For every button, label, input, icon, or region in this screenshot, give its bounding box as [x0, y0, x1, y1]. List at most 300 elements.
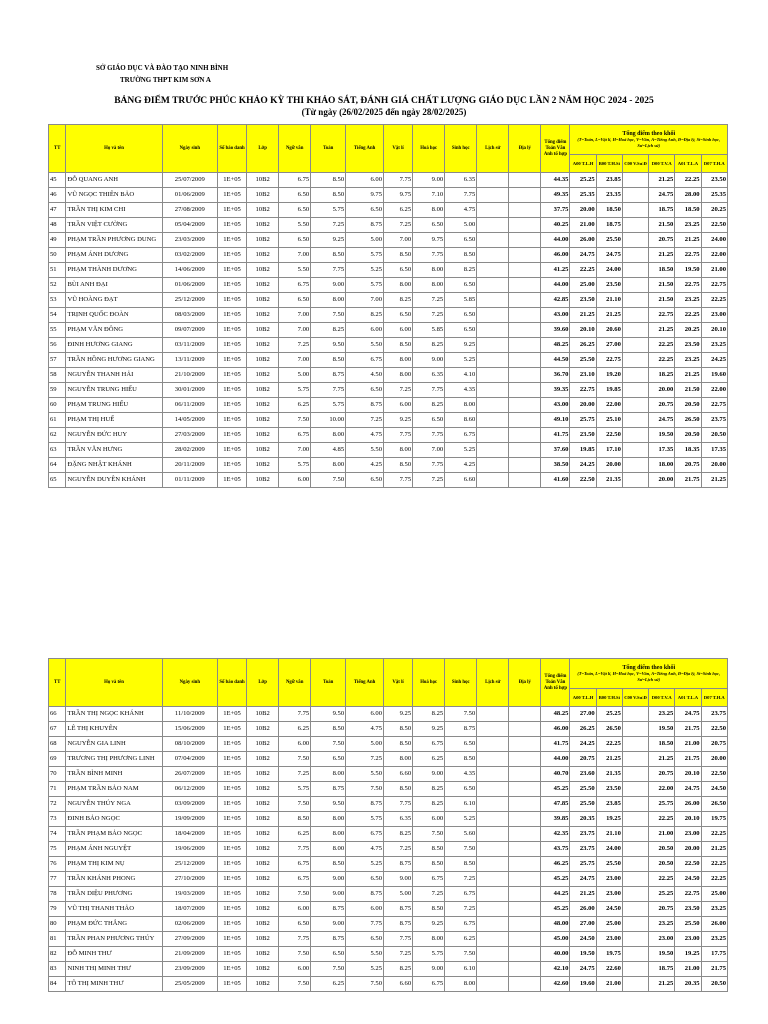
cell: 70 [49, 767, 66, 782]
cell: 76 [49, 857, 66, 872]
cell [509, 368, 541, 383]
cell: 6.75 [279, 872, 311, 887]
cell: 9.25 [445, 338, 477, 353]
cell: 22.25 [649, 872, 675, 887]
cell: 5.75 [413, 947, 445, 962]
cell: 21.50 [649, 278, 675, 293]
cell: 20.00 [675, 842, 701, 857]
cell [622, 218, 648, 233]
cell: VŨ HOÀNG ĐẠT [66, 293, 162, 308]
cell: 9.50 [311, 707, 346, 722]
cell: 28/02/2009 [162, 443, 217, 458]
header-block-1: B00 T.H.Si [596, 155, 622, 173]
cell: 19.50 [675, 263, 701, 278]
cell: 27.00 [596, 338, 622, 353]
cell: 7.75 [384, 473, 413, 488]
cell: 18.75 [596, 218, 622, 233]
cell: 1E+05 [217, 827, 246, 842]
cell: 5.85 [413, 323, 445, 338]
table-row [49, 932, 728, 947]
cell [509, 188, 541, 203]
cell: 39.35 [541, 383, 570, 398]
cell [509, 443, 541, 458]
table-row [49, 368, 728, 383]
cell: 25/12/2009 [162, 293, 217, 308]
cell: 8.00 [413, 278, 445, 293]
cell: 14/06/2009 [162, 263, 217, 278]
cell [622, 383, 648, 398]
cell: 23.00 [675, 827, 701, 842]
cell: 45.00 [541, 932, 570, 947]
cell: 21.35 [596, 473, 622, 488]
cell: 21.25 [675, 368, 701, 383]
cell [477, 473, 509, 488]
cell: 8.50 [279, 812, 311, 827]
header-block-0: A00 T.L.H [570, 155, 596, 173]
cell: 1E+05 [217, 263, 246, 278]
cell: 24.50 [701, 782, 727, 797]
cell: 44.35 [541, 173, 570, 188]
cell: 22.25 [701, 857, 727, 872]
cell: 9.25 [384, 413, 413, 428]
cell: 5.50 [346, 338, 384, 353]
cell: 10B2 [247, 173, 279, 188]
cell: 57 [49, 353, 66, 368]
cell: 8.25 [384, 962, 413, 977]
cell: 10B2 [247, 872, 279, 887]
table-row [49, 203, 728, 218]
cell: 23.50 [596, 278, 622, 293]
cell: 8.00 [311, 812, 346, 827]
cell: 6.75 [445, 917, 477, 932]
cell [622, 707, 648, 722]
header-sinh-hoc: Sinh học [445, 125, 477, 173]
cell: 23.50 [596, 782, 622, 797]
cell: 23.25 [649, 917, 675, 932]
cell: 22.25 [649, 812, 675, 827]
cell [477, 398, 509, 413]
cell: 6.60 [384, 767, 413, 782]
cell [509, 872, 541, 887]
cell [477, 323, 509, 338]
cell: 6.75 [346, 353, 384, 368]
cell: 6.50 [384, 308, 413, 323]
cell: 7.50 [311, 473, 346, 488]
cell [509, 458, 541, 473]
cell [622, 323, 648, 338]
cell: 6.35 [384, 812, 413, 827]
cell [477, 707, 509, 722]
cell: 10B2 [247, 398, 279, 413]
cell: 24.75 [675, 707, 701, 722]
cell: 1E+05 [217, 233, 246, 248]
cell: NGUYỄN THÚY NGA [66, 797, 162, 812]
cell: 20.50 [649, 857, 675, 872]
cell [509, 323, 541, 338]
cell [622, 752, 648, 767]
cell: 8.00 [311, 428, 346, 443]
cell: 9.00 [311, 917, 346, 932]
cell [509, 842, 541, 857]
cell: TRẦN VĂN HƯNG [66, 443, 162, 458]
cell: 8.50 [413, 902, 445, 917]
cell [509, 827, 541, 842]
cell [622, 203, 648, 218]
cell: 1E+05 [217, 248, 246, 263]
cell: 6.35 [413, 368, 445, 383]
cell: 7.50 [413, 827, 445, 842]
cell: PHẠM VĂN ĐÔNG [66, 323, 162, 338]
cell: 22.75 [675, 248, 701, 263]
cell [509, 917, 541, 932]
cell [509, 248, 541, 263]
cell: 4.85 [311, 443, 346, 458]
cell [477, 977, 509, 992]
grade-table-2 [48, 658, 728, 992]
cell: 11/10/2009 [162, 707, 217, 722]
cell: 6.75 [279, 428, 311, 443]
cell: 24.75 [570, 872, 596, 887]
cell: 8.75 [346, 398, 384, 413]
cell: 25.25 [570, 173, 596, 188]
cell [509, 293, 541, 308]
cell: 18.75 [649, 962, 675, 977]
cell: 23.25 [675, 293, 701, 308]
table-row [49, 278, 728, 293]
cell: 10B2 [247, 338, 279, 353]
cell: 9.00 [413, 173, 445, 188]
table-row [49, 398, 728, 413]
cell: 49 [49, 233, 66, 248]
cell: 8.50 [445, 248, 477, 263]
cell [477, 722, 509, 737]
cell: 20.75 [701, 737, 727, 752]
cell: 28.00 [675, 188, 701, 203]
cell [622, 782, 648, 797]
cell [477, 188, 509, 203]
cell: 1E+05 [217, 293, 246, 308]
cell: 24.50 [596, 902, 622, 917]
cell: 52 [49, 278, 66, 293]
cell: 1E+05 [217, 323, 246, 338]
cell: 23.25 [675, 218, 701, 233]
cell: 20.35 [570, 812, 596, 827]
cell: 20.75 [675, 458, 701, 473]
cell [477, 887, 509, 902]
cell: 8.00 [311, 458, 346, 473]
cell [477, 842, 509, 857]
cell: 5.50 [346, 443, 384, 458]
cell [477, 353, 509, 368]
cell: 7.50 [445, 947, 477, 962]
cell: 21.35 [596, 767, 622, 782]
cell: 5.00 [384, 887, 413, 902]
cell: 24.75 [570, 248, 596, 263]
table-row [49, 707, 728, 722]
cell: 23.25 [701, 338, 727, 353]
cell: 19.50 [649, 722, 675, 737]
cell: 9.25 [413, 722, 445, 737]
table-row [49, 428, 728, 443]
cell: 1E+05 [217, 707, 246, 722]
cell: 7.50 [279, 887, 311, 902]
cell: 51 [49, 263, 66, 278]
cell: 80 [49, 917, 66, 932]
cell: 7.75 [346, 917, 384, 932]
cell: 10B2 [247, 857, 279, 872]
cell: 10B2 [247, 293, 279, 308]
cell: 23.00 [596, 932, 622, 947]
cell: 8.50 [413, 842, 445, 857]
cell: 23.85 [596, 797, 622, 812]
cell: 6.75 [413, 977, 445, 992]
cell [622, 917, 648, 932]
cell: 6.00 [279, 737, 311, 752]
table-row [49, 218, 728, 233]
cell [477, 293, 509, 308]
cell: 7.25 [384, 383, 413, 398]
cell: 24.25 [701, 353, 727, 368]
cell: 21.25 [701, 473, 727, 488]
cell: 21.75 [675, 722, 701, 737]
table-row [49, 443, 728, 458]
cell: 23/09/2009 [162, 962, 217, 977]
cell: 1E+05 [217, 338, 246, 353]
header-tieng-anh: Tiếng Anh [346, 659, 384, 707]
cell [509, 887, 541, 902]
cell: 7.50 [279, 947, 311, 962]
cell: 25.25 [596, 707, 622, 722]
cell [509, 722, 541, 737]
cell: 8.25 [445, 263, 477, 278]
table-row [49, 797, 728, 812]
cell: PHẠM ÁNH NGUYỆT [66, 842, 162, 857]
cell: 46 [49, 188, 66, 203]
cell: 19.85 [596, 383, 622, 398]
cell: 22.75 [701, 398, 727, 413]
cell: 4.35 [445, 767, 477, 782]
cell: 1E+05 [217, 902, 246, 917]
cell: 22.50 [675, 857, 701, 872]
cell: 6.25 [279, 827, 311, 842]
cell: 7.75 [384, 797, 413, 812]
cell: 30/01/2009 [162, 383, 217, 398]
cell: 21.00 [701, 263, 727, 278]
cell: 20.00 [570, 398, 596, 413]
document-title: BẢNG ĐIỂM TRƯỚC PHÚC KHẢO KỲ THI KHẢO SÁT, ĐÁNH GIÁ CHẤT LƯỢNG GIÁO DỤC LẦN 2 NĂM HỌC 2024 - 2025 [114, 96, 654, 106]
cell: 23.75 [701, 413, 727, 428]
cell: 1E+05 [217, 962, 246, 977]
cell: 23.25 [701, 902, 727, 917]
cell: 10B2 [247, 797, 279, 812]
cell: 7.75 [384, 428, 413, 443]
cell: 40.70 [541, 767, 570, 782]
cell [477, 962, 509, 977]
cell: 7.50 [279, 413, 311, 428]
cell: 7.25 [445, 872, 477, 887]
cell: 9.00 [413, 353, 445, 368]
cell: 8.50 [445, 857, 477, 872]
cell [509, 203, 541, 218]
cell: 5.75 [311, 398, 346, 413]
cell: 20.10 [675, 812, 701, 827]
header-dob: Ngày sinh [162, 125, 217, 173]
cell: 10B2 [247, 932, 279, 947]
cell: 21.50 [675, 383, 701, 398]
header-block-group [570, 125, 728, 155]
cell: 7.75 [311, 383, 346, 398]
header-block-2: C00 V.Sư.Đ [622, 689, 648, 707]
cell: 22.25 [701, 827, 727, 842]
cell: 63 [49, 443, 66, 458]
cell: 6.00 [279, 962, 311, 977]
cell: 10B2 [247, 782, 279, 797]
header-block-group [570, 659, 728, 689]
cell: 5.75 [346, 278, 384, 293]
cell: 25.25 [649, 887, 675, 902]
cell: 1E+05 [217, 353, 246, 368]
cell: 17.75 [701, 947, 727, 962]
cell: 1E+05 [217, 857, 246, 872]
cell [622, 737, 648, 752]
cell [509, 473, 541, 488]
cell: 10B2 [247, 218, 279, 233]
cell: 1E+05 [217, 887, 246, 902]
cell: 22.75 [649, 308, 675, 323]
cell: 7.25 [311, 218, 346, 233]
cell: 22.75 [675, 278, 701, 293]
cell: 8.00 [311, 842, 346, 857]
cell: PHẠM ÁNH DƯƠNG [66, 248, 162, 263]
cell: 10B2 [247, 323, 279, 338]
header-block-4: A01 T.L.A [675, 155, 701, 173]
table-row [49, 767, 728, 782]
cell: 18.50 [649, 263, 675, 278]
table-row [49, 737, 728, 752]
cell: 5.75 [346, 812, 384, 827]
cell: 25.50 [570, 353, 596, 368]
cell: 07/04/2009 [162, 752, 217, 767]
cell: 40.00 [541, 947, 570, 962]
cell: 1E+05 [217, 383, 246, 398]
cell [477, 308, 509, 323]
cell: 5.25 [346, 857, 384, 872]
cell: ĐINH BẢO NGỌC [66, 812, 162, 827]
cell: TRẦN VIỆT CƯỜNG [66, 218, 162, 233]
cell: 19/09/2009 [162, 812, 217, 827]
cell: 8.00 [311, 767, 346, 782]
cell: TRẦN PHẠM BẢO NGỌC [66, 827, 162, 842]
cell: 25/12/2009 [162, 857, 217, 872]
cell: 1E+05 [217, 473, 246, 488]
cell: 5.25 [445, 353, 477, 368]
cell: 6.25 [445, 932, 477, 947]
cell: 1E+05 [217, 767, 246, 782]
cell: 7.25 [346, 413, 384, 428]
cell: 20.75 [649, 398, 675, 413]
cell [622, 947, 648, 962]
cell: 25/05/2009 [162, 977, 217, 992]
cell: 14/05/2009 [162, 413, 217, 428]
cell: 4.25 [445, 458, 477, 473]
cell: 24.75 [675, 782, 701, 797]
cell: 22.75 [675, 887, 701, 902]
cell: 43.00 [541, 308, 570, 323]
cell: 1E+05 [217, 398, 246, 413]
cell: ĐINH HƯƠNG GIANG [66, 338, 162, 353]
cell: 21.00 [675, 962, 701, 977]
cell: 6.50 [279, 917, 311, 932]
cell [509, 263, 541, 278]
cell: 81 [49, 932, 66, 947]
cell: 7.50 [346, 782, 384, 797]
cell: 7.00 [279, 308, 311, 323]
cell: 17.10 [596, 443, 622, 458]
cell: 24.75 [596, 248, 622, 263]
cell: 10B2 [247, 707, 279, 722]
cell: 83 [49, 962, 66, 977]
cell: 22.00 [596, 398, 622, 413]
cell: 21.25 [649, 248, 675, 263]
cell: 20.75 [649, 767, 675, 782]
cell: 10B2 [247, 383, 279, 398]
header-sinh-hoc: Sinh học [445, 659, 477, 707]
cell [622, 368, 648, 383]
cell: 48.25 [541, 707, 570, 722]
cell: 19.85 [570, 443, 596, 458]
table-row [49, 338, 728, 353]
cell: 6.00 [279, 902, 311, 917]
cell: 39.85 [541, 812, 570, 827]
cell: 20.50 [675, 428, 701, 443]
cell: 23.00 [701, 308, 727, 323]
cell: 56 [49, 338, 66, 353]
cell: 7.50 [279, 797, 311, 812]
cell: 7.00 [413, 443, 445, 458]
cell: 45 [49, 173, 66, 188]
table-row [49, 473, 728, 488]
cell: 9.25 [384, 707, 413, 722]
cell: 71 [49, 782, 66, 797]
table-row [49, 233, 728, 248]
cell: 50 [49, 248, 66, 263]
cell: 1E+05 [217, 428, 246, 443]
cell: PHẠM THỊ KIM NỤ [66, 857, 162, 872]
cell: 45.25 [541, 902, 570, 917]
cell: 44.00 [541, 752, 570, 767]
cell [622, 338, 648, 353]
cell: 1E+05 [217, 413, 246, 428]
cell [622, 473, 648, 488]
cell: 6.50 [311, 947, 346, 962]
cell: 23.10 [570, 368, 596, 383]
cell: 10B2 [247, 443, 279, 458]
cell: 1E+05 [217, 278, 246, 293]
cell [477, 947, 509, 962]
cell: 4.75 [346, 842, 384, 857]
cell: 4.50 [346, 368, 384, 383]
cell: 44.00 [541, 233, 570, 248]
cell: 5.25 [445, 812, 477, 827]
table-row [49, 887, 728, 902]
cell: 20.75 [649, 233, 675, 248]
cell: 10B2 [247, 887, 279, 902]
cell: 8.00 [384, 443, 413, 458]
cell [509, 977, 541, 992]
cell: 6.75 [445, 887, 477, 902]
cell: 20.00 [701, 752, 727, 767]
cell: 1E+05 [217, 977, 246, 992]
